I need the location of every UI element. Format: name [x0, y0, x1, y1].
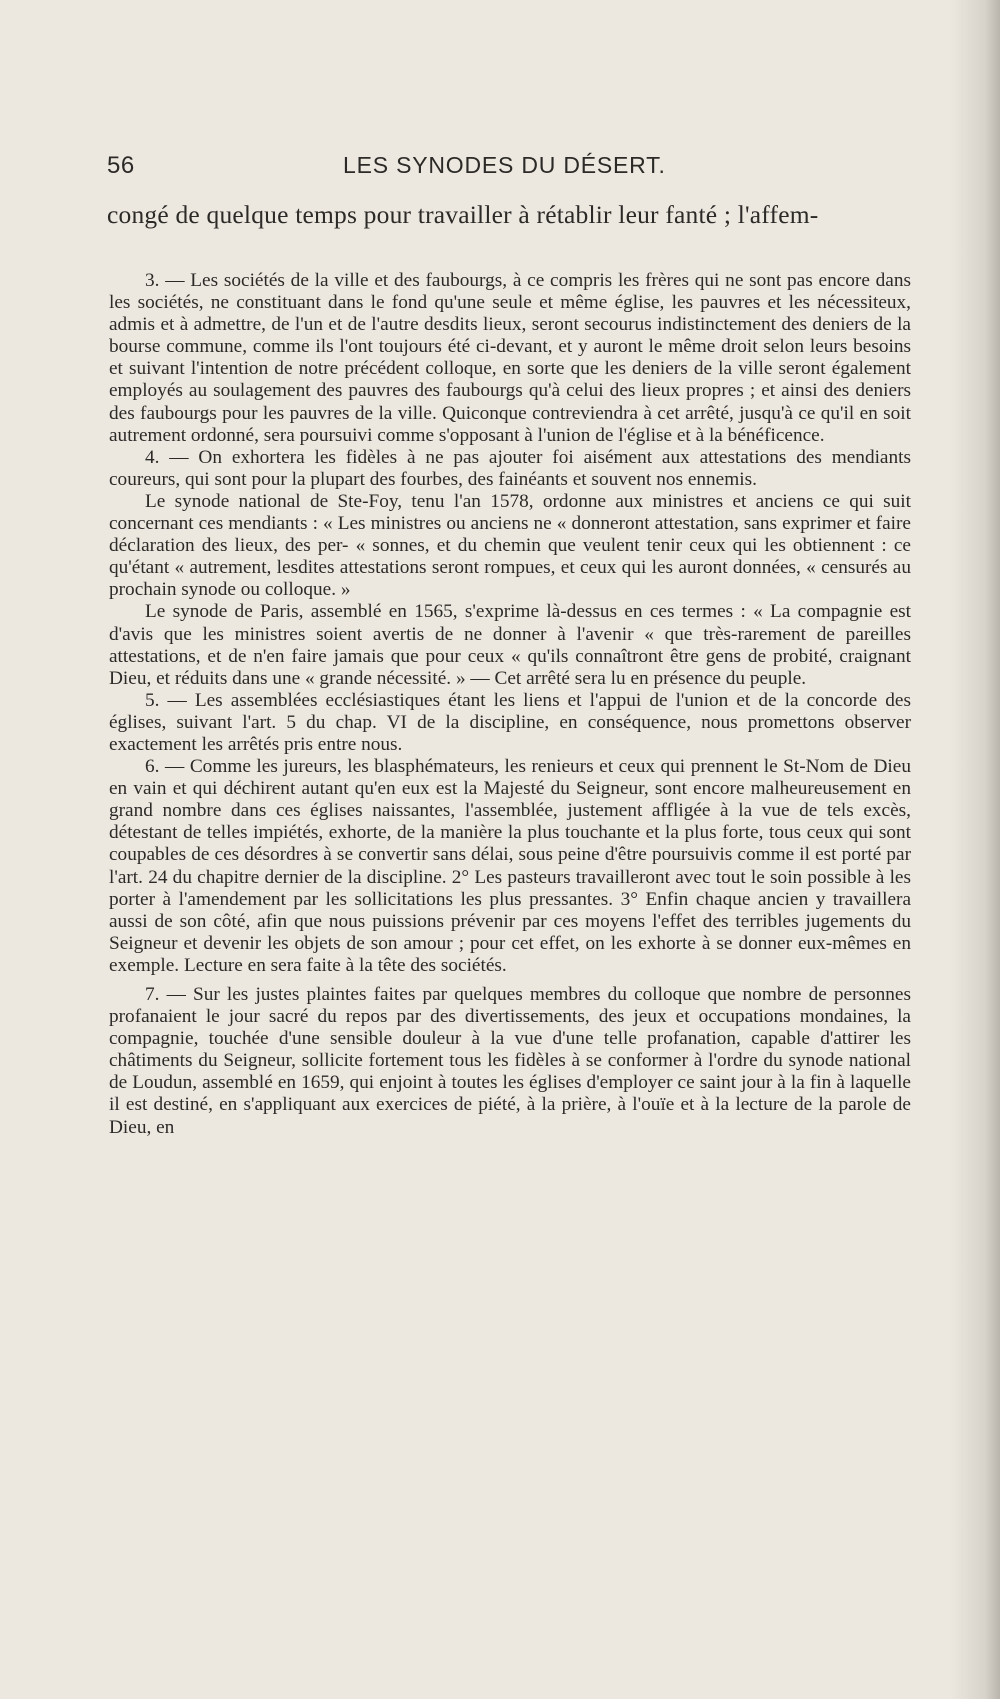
continuation-line: congé de quelque temps pour travailler à rétablir leur fanté ; l'affem- [107, 200, 819, 229]
running-title: LES SYNODES DU DÉSERT. [343, 152, 666, 178]
paragraph-ste-foy-quote: Le synode national de Ste-Foy, tenu l'an 1578, ordonne aux ministres et anciens ce qui suit concernant ces mendiants : « Les ministres ou anciens ne « donneront attestation, sans exprimer et faire déclaration des lieux, des per- « sonnes, et du chemin que veulent tenir ceux qui les obtiennent : ce qu'étant « autrement, lesdites attestations seront rompues, et ceux qui les auront données, « censurés au prochain synode ou colloque. » [109, 490, 911, 601]
paragraph-article-7: 7. — Sur les justes plaintes faites par quelques membres du colloque que nombre de personnes profanaient le jour sacré du repos par des divertissements, des jeux et occupations mondaines, la compagnie, touchée d'une sensible douleur à la vue d'une telle profanation, capable d'attirer les châtiments du Seigneur, sollicite fortement tous les fidèles à se conformer à l'ordre du synode national de Loudun, assemblé en 1659, qui enjoint à toutes les églises d'employer ce saint jour à la fin à laquelle il est destiné, en s'appliquant aux exercices de piété, à la prière, à l'ouïe et à la lecture de la parole de Dieu, en [109, 984, 911, 1138]
paragraph-article-3: 3. — Les sociétés de la ville et des faubourgs, à ce compris les frères qui ne sont pas encore dans les sociétés, ne constituant dans le fond qu'une seule et même église, les pauvres et les nécessiteux, admis et à admettre, de l'un et de l'autre desdits lieux, seront secourus indistinctement des deniers de la bourse commune, comme ils l'ont toujours été ci-devant, et y auront le même droit selon leurs besoins et suivant l'intention de notre précédent colloque, en sorte que les deniers de la ville seront également employés au soulagement des pauvres des faubourgs qu'à celui des lieux propres ; et ainsi des deniers des faubourgs pour les pauvres de la ville. Quiconque contreviendra à cet arrêté, jusqu'à ce qu'il en soit autrement ordonné, sera poursuivi comme s'opposant à l'union de l'église et à la bénéficence. [109, 270, 911, 446]
page-number: 56 [107, 152, 135, 179]
page-header [107, 152, 912, 184]
paragraph-article-6: 6. — Comme les jureurs, les blasphémateurs, les renieurs et ceux qui prennent le St-Nom de Dieu en vain et qui déchirent autant qu'en eux est la Majesté du Seigneur, sont encore malheureusement en grand nombre dans ces églises naissantes, l'assemblée, justement affligée à la vue de tels excès, détestant de telles impiétés, exhorte, de la manière la plus touchante et la plus forte, tous ceux qui sont coupables de ces désordres à se convertir sans délai, sous peine d'être poursuivis comme il est porté par l'art. 24 du chapitre dernier de la discipline. 2° Les pasteurs travailleront avec tout le soin possible à les porter à l'amendement par les sollicitations les plus pressantes. 3° Enfin chaque ancien y travaillera aussi de son côté, afin que nous puissions prévenir par ces moyens l'effet des terribles jugements du Seigneur et devenir les objets de son amour ; pour cet effet, on les exhorte à se donner eux-mêmes en exemple. Lecture en sera faite à la tête des sociétés. [109, 756, 911, 976]
paragraph-paris-quote: Le synode de Paris, assemblé en 1565, s'exprime là-dessus en ces termes : « La compagnie est d'avis que les ministres soient avertis de ne donner à l'avenir « que très-rarement de pareilles attestations, et de n'en faire jamais que pour ceux « qu'ils connaîtront être gens de probité, craignant Dieu, et réduits dans une « grande nécessité. » — Cet arrêté sera lu en présence du peuple. [109, 601, 911, 689]
paragraph-article-4: 4. — On exhortera les fidèles à ne pas ajouter foi aisément aux attestations des mendiants coureurs, qui sont pour la plupart des fourbes, des fainéants et souvent nos ennemis. [109, 446, 911, 490]
body-text [109, 270, 911, 1139]
paragraph-article-5: 5. — Les assemblées ecclésiastiques étant les liens et l'appui de l'union et de la concorde des églises, suivant l'art. 5 du chap. VI de la discipline, en conséquence, nous promettons observer exactement les arrêtés pris entre nous. [109, 689, 911, 755]
